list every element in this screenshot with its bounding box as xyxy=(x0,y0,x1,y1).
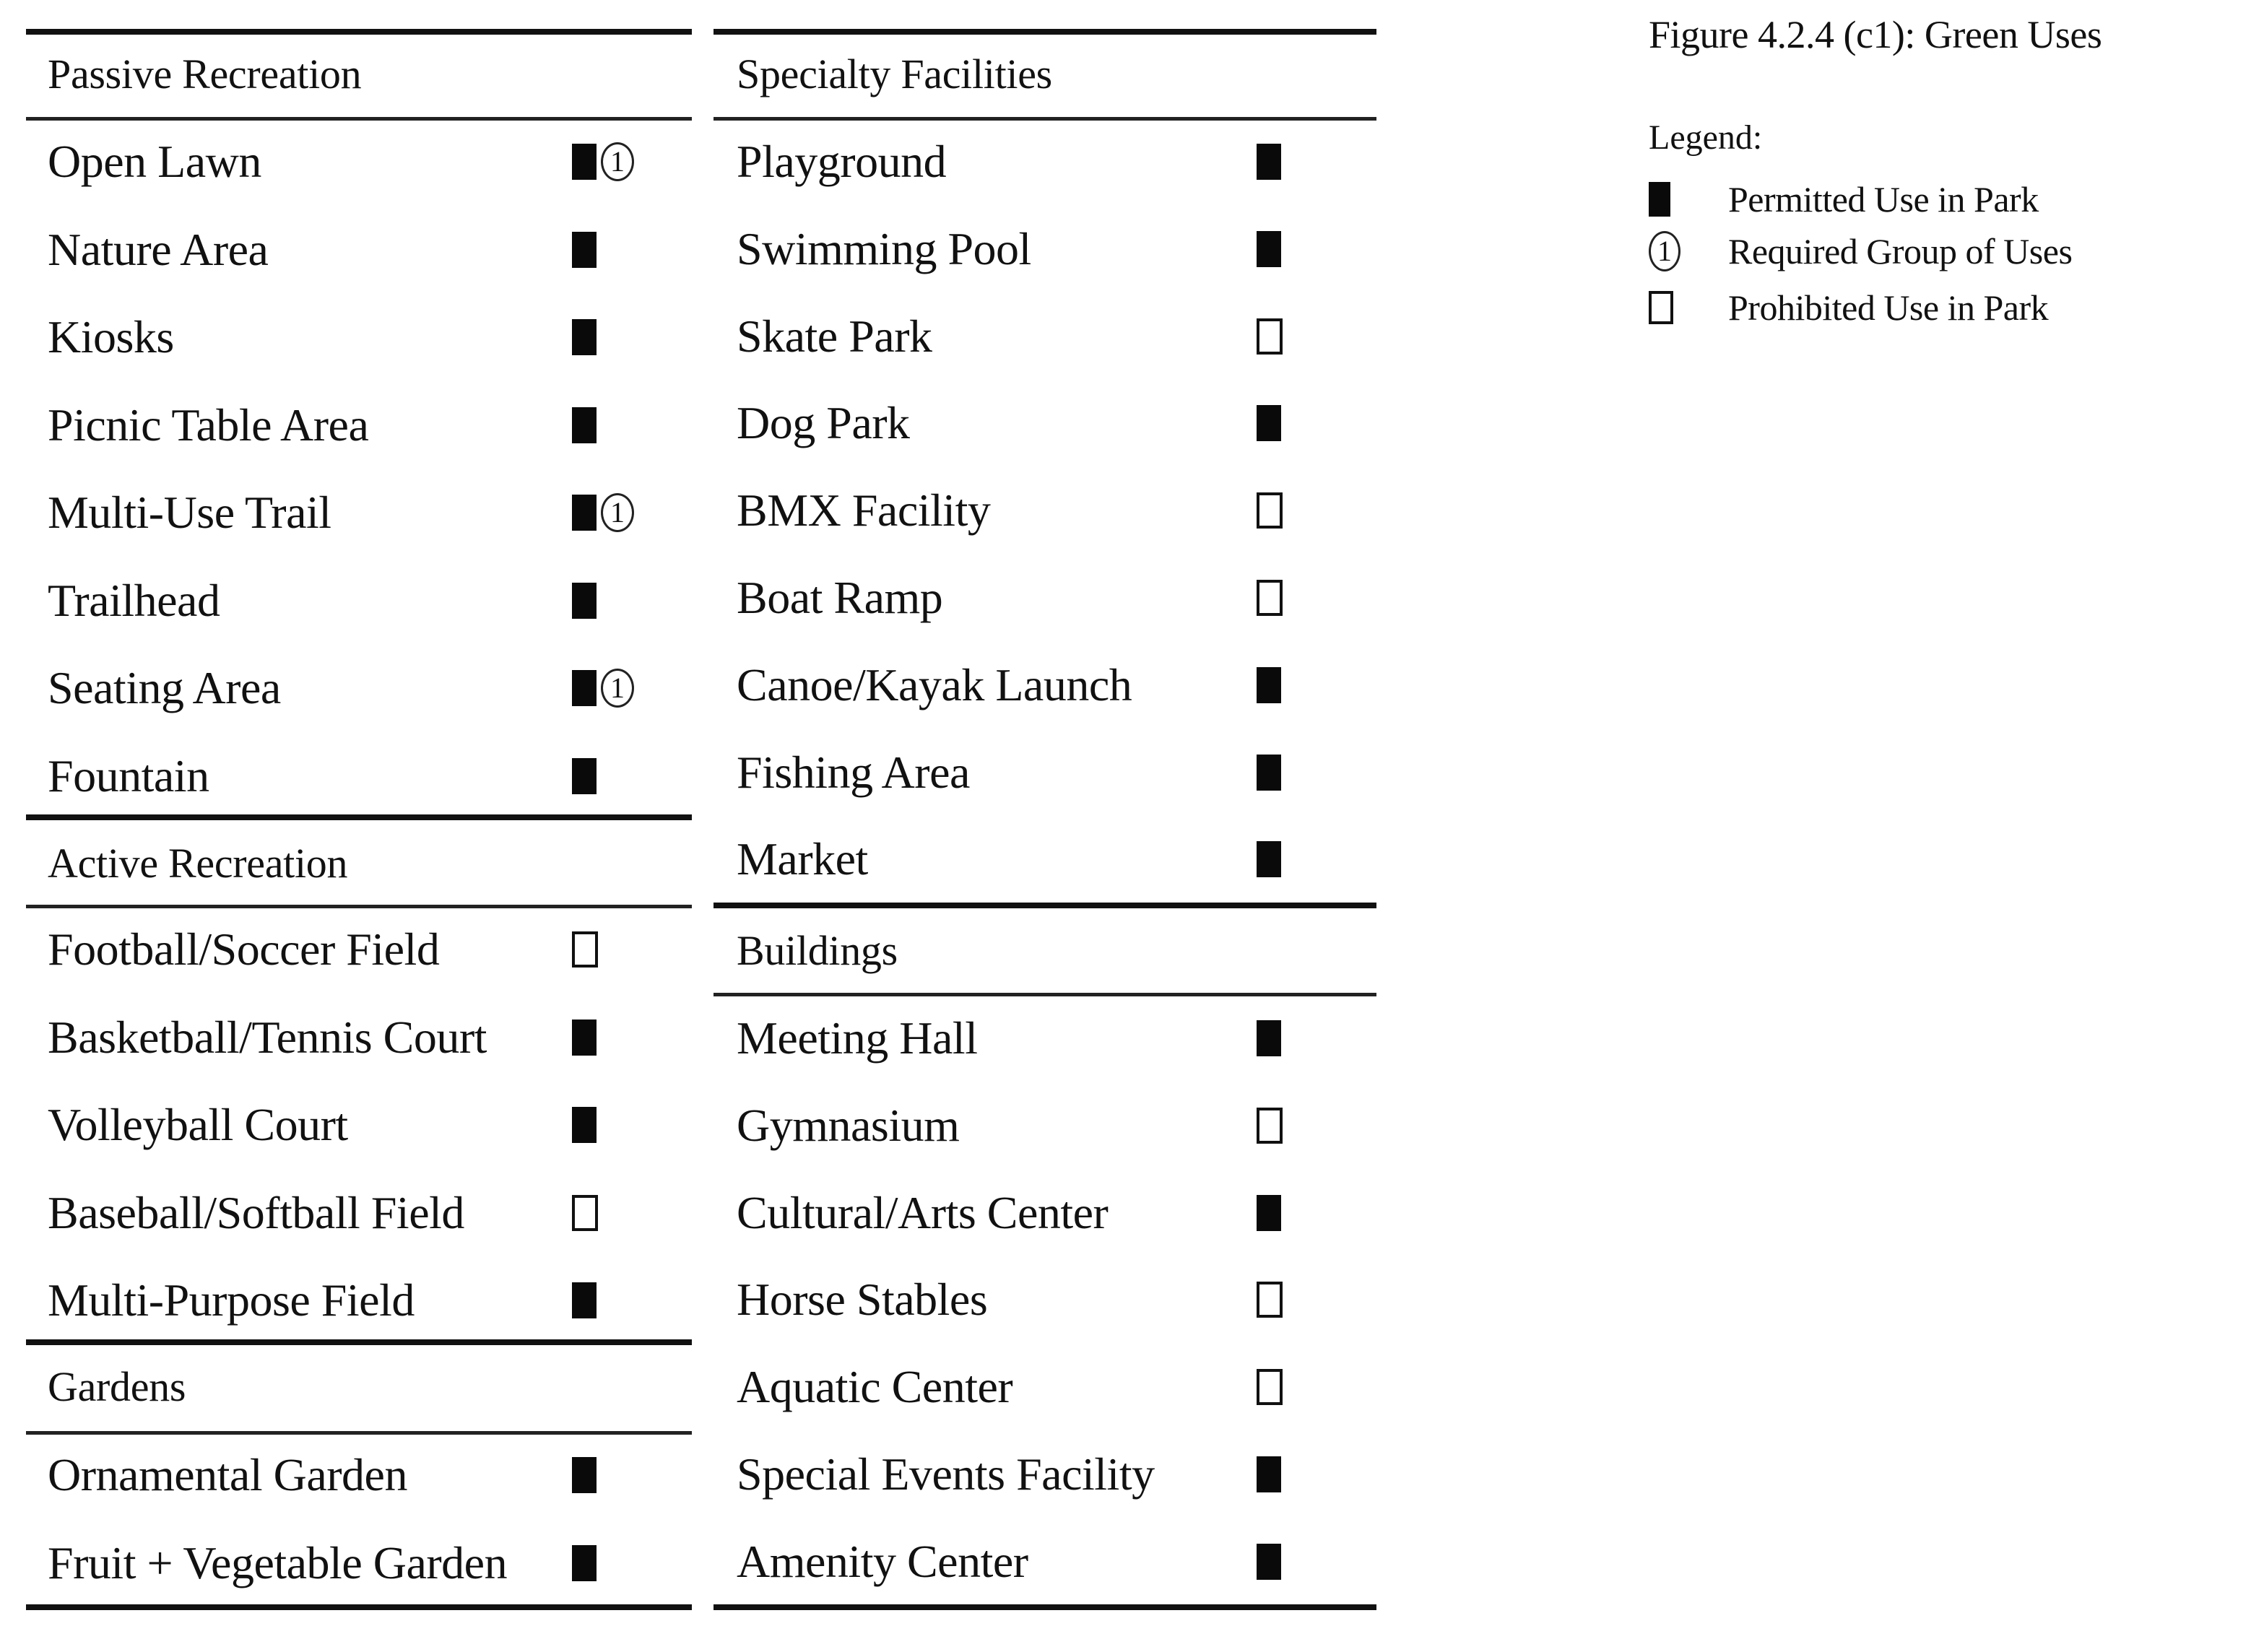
use-label: Swimming Pool xyxy=(737,222,1031,274)
use-status xyxy=(572,493,634,532)
prohibited-square-icon xyxy=(572,1195,598,1231)
use-label: Special Events Facility xyxy=(737,1448,1155,1500)
legend-item-prohibited xyxy=(1649,287,2049,328)
use-label: Picnic Table Area xyxy=(48,399,369,451)
use-status xyxy=(1257,580,1283,616)
section-heading: Active Recreation xyxy=(48,840,348,887)
section-header-rule xyxy=(26,117,692,121)
permitted-square-icon xyxy=(572,319,597,355)
permitted-square-icon xyxy=(1257,667,1281,703)
required-group-icon: 1 xyxy=(601,493,634,532)
use-status xyxy=(1257,1108,1283,1144)
prohibited-square-icon xyxy=(1257,318,1283,355)
use-label: BMX Facility xyxy=(737,484,991,536)
permitted-square-icon xyxy=(572,1457,597,1493)
table-top-rule xyxy=(714,29,1376,35)
use-label: Fountain xyxy=(48,749,209,801)
use-label: Fruit + Vegetable Garden xyxy=(48,1536,508,1588)
permitted-square-icon xyxy=(572,758,597,794)
section-heading: Specialty Facilities xyxy=(737,51,1052,97)
permitted-square-icon xyxy=(572,1020,597,1056)
use-label: Baseball/Softball Field xyxy=(48,1186,464,1238)
use-label: Aquatic Center xyxy=(737,1361,1013,1413)
use-label: Kiosks xyxy=(48,311,174,362)
use-status xyxy=(572,1020,597,1056)
permitted-square-icon xyxy=(572,1107,597,1143)
use-label: Market xyxy=(737,833,868,885)
use-label: Dog Park xyxy=(737,397,910,449)
permitted-square-icon xyxy=(1257,1456,1281,1492)
table-bottom-rule xyxy=(26,1604,692,1610)
use-status xyxy=(572,319,597,355)
use-status xyxy=(572,232,597,268)
use-status xyxy=(572,407,597,443)
prohibited-square-icon xyxy=(1257,492,1283,529)
use-label: Boat Ramp xyxy=(737,572,943,623)
use-status xyxy=(1257,231,1281,267)
prohibited-square-icon xyxy=(572,931,598,968)
use-status xyxy=(572,1282,597,1318)
use-label: Horse Stables xyxy=(737,1274,988,1326)
prohibited-square-icon xyxy=(1257,1282,1283,1318)
permitted-square-icon xyxy=(572,232,597,268)
use-status xyxy=(1257,1195,1281,1231)
legend-label: Permitted Use in Park xyxy=(1728,179,2039,219)
use-label: Nature Area xyxy=(48,223,269,275)
use-label: Canoe/Kayak Launch xyxy=(737,658,1132,710)
section-divider-rule xyxy=(26,814,692,820)
use-status xyxy=(572,583,597,619)
table-top-rule xyxy=(26,29,692,35)
use-status xyxy=(1257,1369,1283,1405)
use-label: Cultural/Arts Center xyxy=(737,1186,1109,1238)
use-label: Trailhead xyxy=(48,574,220,626)
use-label: Volleyball Court xyxy=(48,1099,348,1150)
use-label: Football/Soccer Field xyxy=(48,923,440,975)
permitted-square-icon xyxy=(572,1282,597,1318)
permitted-square-icon xyxy=(572,670,597,706)
use-status xyxy=(572,1457,597,1493)
legend-item-permitted xyxy=(1649,181,2039,217)
permitted-square-icon xyxy=(572,583,597,619)
required-group-icon: 1 xyxy=(601,142,634,181)
use-status xyxy=(572,142,634,181)
use-status xyxy=(572,1545,597,1581)
use-status xyxy=(572,1107,597,1143)
permitted-square-icon xyxy=(1257,405,1281,441)
use-status xyxy=(572,758,597,794)
use-status xyxy=(1257,1456,1281,1492)
required-group-icon: 1 xyxy=(601,669,634,708)
use-label: Ornamental Garden xyxy=(48,1449,407,1500)
section-divider-rule xyxy=(714,903,1376,908)
circled-number-icon: 1 xyxy=(1649,231,1680,271)
legend-heading: Legend: xyxy=(1649,118,1763,157)
section-heading: Gardens xyxy=(48,1363,186,1410)
use-label: Seating Area xyxy=(48,662,281,713)
permitted-square-icon xyxy=(572,407,597,443)
permitted-square-icon xyxy=(572,144,597,180)
use-status xyxy=(1257,144,1281,180)
use-status xyxy=(1257,1544,1281,1580)
permitted-square-icon xyxy=(572,1545,597,1581)
use-label: Fishing Area xyxy=(737,746,970,798)
use-label: Playground xyxy=(737,136,947,187)
legend-label: Required Group of Uses xyxy=(1728,231,2073,271)
section-header-rule xyxy=(26,905,692,908)
permitted-square-icon xyxy=(1257,755,1281,791)
prohibited-square-icon xyxy=(1257,580,1283,616)
permitted-square-icon xyxy=(572,495,597,531)
prohibited-square-icon xyxy=(1257,1369,1283,1405)
use-label: Open Lawn xyxy=(48,136,261,187)
permitted-square-icon xyxy=(1257,231,1281,267)
use-label: Multi-Purpose Field xyxy=(48,1274,415,1326)
section-header-rule xyxy=(714,117,1376,121)
use-status xyxy=(1257,492,1283,529)
use-status xyxy=(1257,405,1281,441)
section-header-rule xyxy=(714,993,1376,996)
use-label: Multi-Use Trail xyxy=(48,487,331,538)
empty-square-icon xyxy=(1649,291,1673,324)
use-status xyxy=(572,669,634,708)
section-heading: Buildings xyxy=(737,927,898,974)
use-label: Amenity Center xyxy=(737,1535,1028,1587)
section-heading: Passive Recreation xyxy=(48,51,362,97)
use-status xyxy=(1257,755,1281,791)
permitted-square-icon xyxy=(1257,841,1281,877)
permitted-square-icon xyxy=(1257,1020,1281,1056)
permitted-square-icon xyxy=(1257,1195,1281,1231)
filled-square-icon xyxy=(1649,182,1670,217)
use-status xyxy=(1257,1020,1281,1056)
section-divider-rule xyxy=(26,1339,692,1345)
use-status xyxy=(1257,667,1281,703)
legend-label: Prohibited Use in Park xyxy=(1728,287,2049,328)
use-label: Gymnasium xyxy=(737,1099,960,1151)
table-bottom-rule xyxy=(714,1604,1376,1610)
use-status xyxy=(1257,318,1283,355)
use-status xyxy=(572,1195,598,1231)
permitted-square-icon xyxy=(1257,1544,1281,1580)
permitted-square-icon xyxy=(1257,144,1281,180)
use-status xyxy=(1257,1282,1283,1318)
use-status xyxy=(572,931,598,968)
figure-title: Figure 4.2.4 (c1): Green Uses xyxy=(1649,13,2102,56)
use-status xyxy=(1257,841,1281,877)
use-label: Meeting Hall xyxy=(737,1012,978,1064)
legend-item-required xyxy=(1649,231,2072,271)
prohibited-square-icon xyxy=(1257,1108,1283,1144)
use-label: Basketball/Tennis Court xyxy=(48,1011,487,1063)
section-header-rule xyxy=(26,1431,692,1435)
use-label: Skate Park xyxy=(737,310,932,362)
